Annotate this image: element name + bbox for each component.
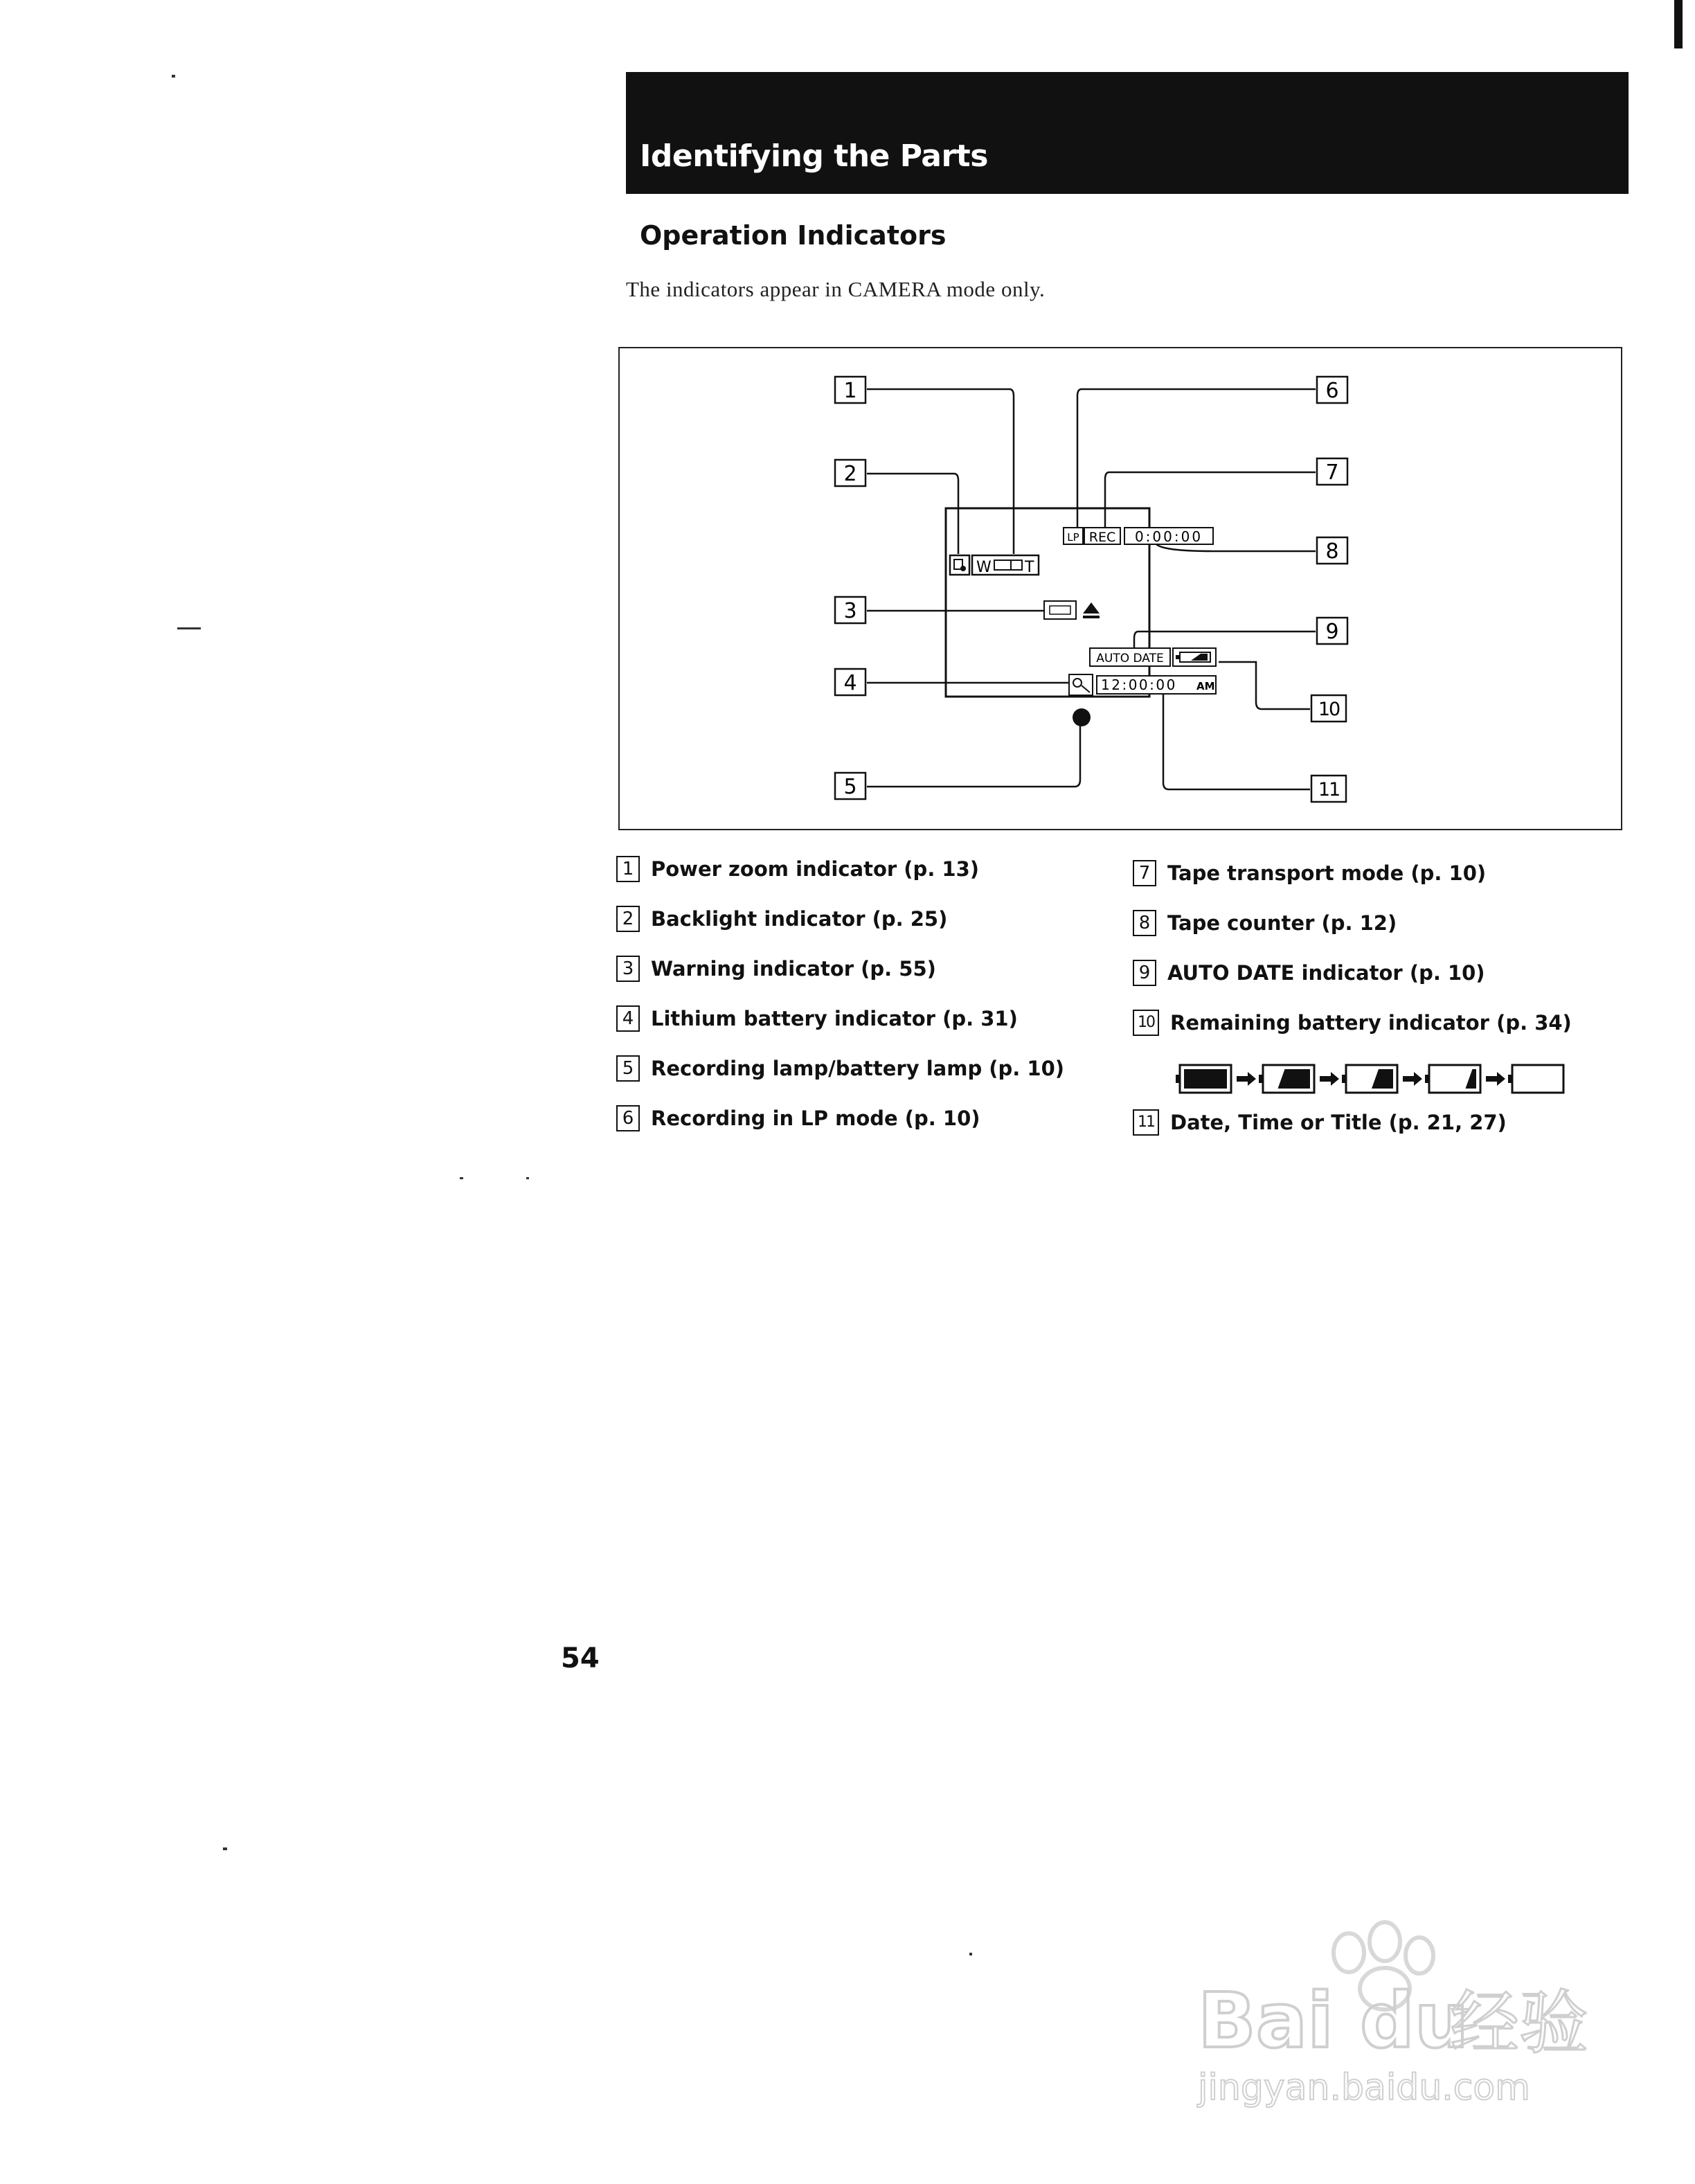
callout-1 [835, 377, 866, 403]
tape-transport-rec [1084, 528, 1120, 545]
legend-text: Tape counter (p. 12) [1167, 911, 1397, 935]
scan-speck [177, 627, 201, 629]
legend-text: Recording in LP mode (p. 10) [651, 1107, 980, 1130]
backlight-icon [950, 555, 969, 575]
svg-text:9: 9 [1325, 620, 1339, 644]
svg-text:jingyan.baidu.com: jingyan.baidu.com [1198, 2067, 1530, 2109]
date-time-display [1097, 676, 1216, 694]
legend-number: 7 [1133, 860, 1156, 886]
arrow-right-icon [1237, 1072, 1256, 1086]
scan-speck [969, 1953, 972, 1955]
scan-speck [460, 1177, 463, 1179]
page-title: Identifying the Parts [640, 138, 988, 174]
callout-2 [835, 460, 866, 486]
operation-indicators-diagram [618, 346, 1623, 831]
legend-number: 2 [616, 906, 640, 932]
battery-level-icon [1259, 1065, 1314, 1093]
legend-item [616, 856, 979, 882]
remaining-battery-indicator [1173, 648, 1216, 666]
recording-lamp-icon [1073, 708, 1091, 726]
legend-item [616, 1105, 980, 1131]
callout-11 [1311, 776, 1346, 802]
svg-text:4: 4 [843, 671, 857, 695]
arrow-right-icon [1403, 1072, 1422, 1086]
battery-level-icon [1176, 1065, 1231, 1093]
callout-7 [1317, 458, 1347, 485]
leader-lines [867, 389, 1316, 789]
svg-text:2: 2 [843, 462, 857, 486]
section-title: Operation Indicators [640, 220, 947, 251]
lithium-battery-icon [1069, 674, 1093, 695]
legend-item [1133, 860, 1486, 886]
legend-item [1133, 960, 1485, 986]
arrow-right-icon [1320, 1072, 1339, 1086]
callout-4 [835, 669, 866, 695]
legend-text: Remaining battery indicator (p. 34) [1170, 1011, 1572, 1035]
svg-text:10: 10 [1318, 699, 1340, 720]
legend-item [1133, 910, 1397, 936]
legend-text: Date, Time or Title (p. 21, 27) [1170, 1111, 1507, 1134]
svg-text:AM: AM [1196, 680, 1215, 692]
svg-text:经验: 经验 [1450, 1982, 1588, 2064]
legend-text: Power zoom indicator (p. 13) [651, 857, 980, 881]
legend-item [616, 956, 936, 982]
page-edge-mark [1674, 0, 1683, 48]
legend-number: 10 [1133, 1010, 1159, 1036]
svg-text:Bai du: Bai du [1198, 1976, 1469, 2065]
svg-text:3: 3 [843, 599, 857, 623]
scan-speck [223, 1847, 227, 1850]
eject-icon [1083, 602, 1100, 614]
lp-mode-indicator [1064, 528, 1083, 544]
callout-3 [835, 597, 866, 623]
callout-8 [1317, 537, 1347, 564]
legend-item [1133, 1109, 1507, 1136]
legend-text: AUTO DATE indicator (p. 10) [1167, 961, 1485, 985]
legend-number: 9 [1133, 960, 1156, 986]
battery-level-icon [1425, 1065, 1480, 1093]
legend-text: Warning indicator (p. 55) [651, 957, 936, 981]
svg-text:AUTO DATE: AUTO DATE [1096, 652, 1164, 665]
intro-text: The indicators appear in CAMERA mode only. [626, 277, 1046, 301]
legend-number: 6 [616, 1105, 640, 1131]
arrow-right-icon [1486, 1072, 1505, 1086]
svg-text:LP: LP [1067, 531, 1079, 544]
svg-text:12:00:00: 12:00:00 [1101, 677, 1177, 693]
legend-text: Tape transport mode (p. 10) [1167, 861, 1487, 885]
legend-number: 3 [616, 956, 640, 982]
legend-item [616, 1055, 1064, 1082]
scan-speck [526, 1177, 529, 1179]
battery-level-icon [1342, 1065, 1397, 1093]
svg-text:REC: REC [1088, 530, 1116, 545]
legend-number: 4 [616, 1005, 640, 1032]
callout-9 [1317, 618, 1347, 644]
callout-6 [1317, 377, 1347, 403]
legend-text: Backlight indicator (p. 25) [651, 907, 948, 931]
svg-text:7: 7 [1325, 460, 1339, 485]
legend-item [616, 906, 947, 932]
svg-text:11: 11 [1318, 779, 1340, 800]
auto-date-indicator [1090, 648, 1170, 666]
legend-number: 11 [1133, 1109, 1159, 1136]
svg-text:0:00:00: 0:00:00 [1134, 528, 1203, 545]
header-bar [626, 72, 1629, 194]
legend-item [616, 1005, 1018, 1032]
svg-text:T: T [1025, 559, 1034, 576]
battery-level-icon [1508, 1065, 1563, 1093]
battery-level-sequence [1174, 1058, 1576, 1103]
legend-number: 8 [1133, 910, 1156, 936]
svg-text:6: 6 [1325, 379, 1339, 403]
callout-10 [1311, 695, 1346, 722]
callout-5 [835, 773, 866, 799]
page-number: 54 [561, 1643, 600, 1674]
legend-number: 5 [616, 1055, 640, 1082]
legend-number: 1 [616, 856, 640, 882]
legend-item [1133, 1010, 1572, 1036]
svg-text:5: 5 [843, 775, 857, 799]
legend-text: Lithium battery indicator (p. 31) [651, 1007, 1018, 1030]
power-zoom-indicator [972, 555, 1039, 576]
warning-indicator [1044, 601, 1100, 619]
svg-text:8: 8 [1325, 539, 1339, 564]
svg-text:W: W [976, 559, 992, 576]
scan-speck [172, 75, 175, 78]
legend-text: Recording lamp/battery lamp (p. 10) [651, 1057, 1065, 1080]
svg-text:1: 1 [843, 379, 857, 403]
baidu-watermark-logo [1177, 1911, 1606, 2119]
tape-counter [1124, 528, 1213, 545]
diagram-frame [619, 348, 1622, 830]
